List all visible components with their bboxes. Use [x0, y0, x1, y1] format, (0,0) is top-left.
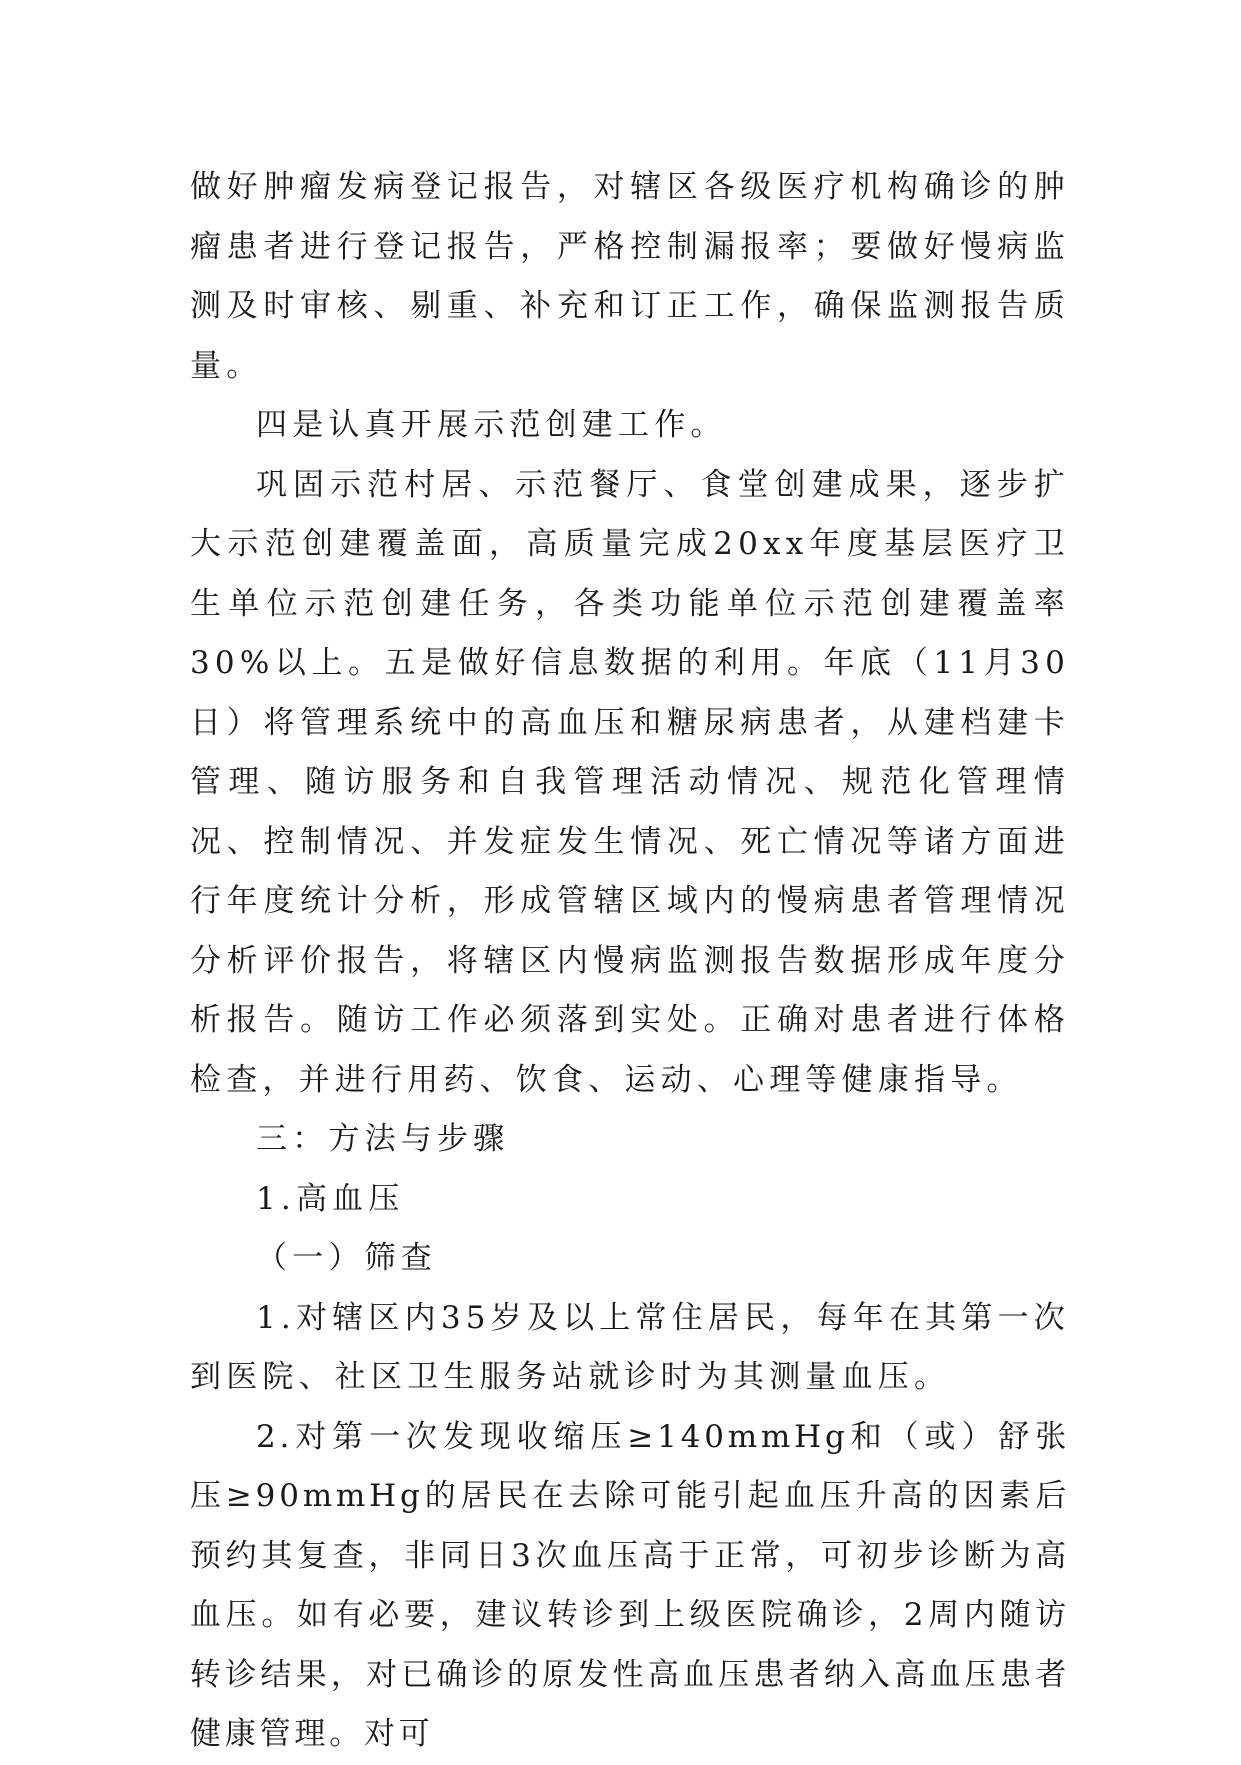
subsection-heading-screening: （一）筛查	[256, 1240, 437, 1276]
paragraph-demonstration-heading: 四是认真开展示范创建工作。	[256, 407, 727, 443]
paragraph-screening-item-1: 1.对辖区内35岁及以上常住居民，每年在其第一次到医院、社区卫生服务站就诊时为其测量血压。	[190, 1299, 1070, 1395]
document-body	[190, 158, 1070, 1765]
paragraph-demonstration-body: 巩固示范村居、示范餐厅、食堂创建成果，逐步扩大示范创建覆盖面，高质量完成20xx年度基层医疗卫生单位示范创建任务，各类功能单位示范创建覆盖率30%以上。五是做好信息数据的利用。年底（11月30日）将管理系统中的高血压和糖尿病患者，从建档建卡管理、随访服务和自我管理活动情况、规范化管理情况、控制情况、并发症发生情况、死亡情况等诸方面进行年度统计分析，形成管辖区域内的慢病患者管理情况分析评价报告，将辖区内慢病监测报告数据形成年度分析报告。随访工作必须落到实处。正确对患者进行体格检查，并进行用药、饮食、运动、心理等健康指导。	[190, 466, 1070, 1098]
subsection-heading-hypertension: 1.高血压	[256, 1180, 405, 1217]
section-heading-methods: 三：方法与步骤	[256, 1121, 510, 1157]
paragraph-tumor-registration: 做好肿瘤发病登记报告，对辖区各级医疗机构确诊的肿瘤患者进行登记报告，严格控制漏报率；要做好慢病监测及时审核、剔重、补充和订正工作，确保监测报告质量。	[190, 169, 1070, 384]
paragraph-screening-item-2: 2.对第一次发现收缩压≥140mmHg和（或）舒张压≥90mmHg的居民在去除可能引起血压升高的因素后预约其复查，非同日3次血压高于正常，可初步诊断为高血压。如有必要，建议转诊到上级医院确诊，2周内随访转诊结果，对已确诊的原发性高血压患者纳入高血压患者健康管理。对可	[190, 1418, 1070, 1752]
